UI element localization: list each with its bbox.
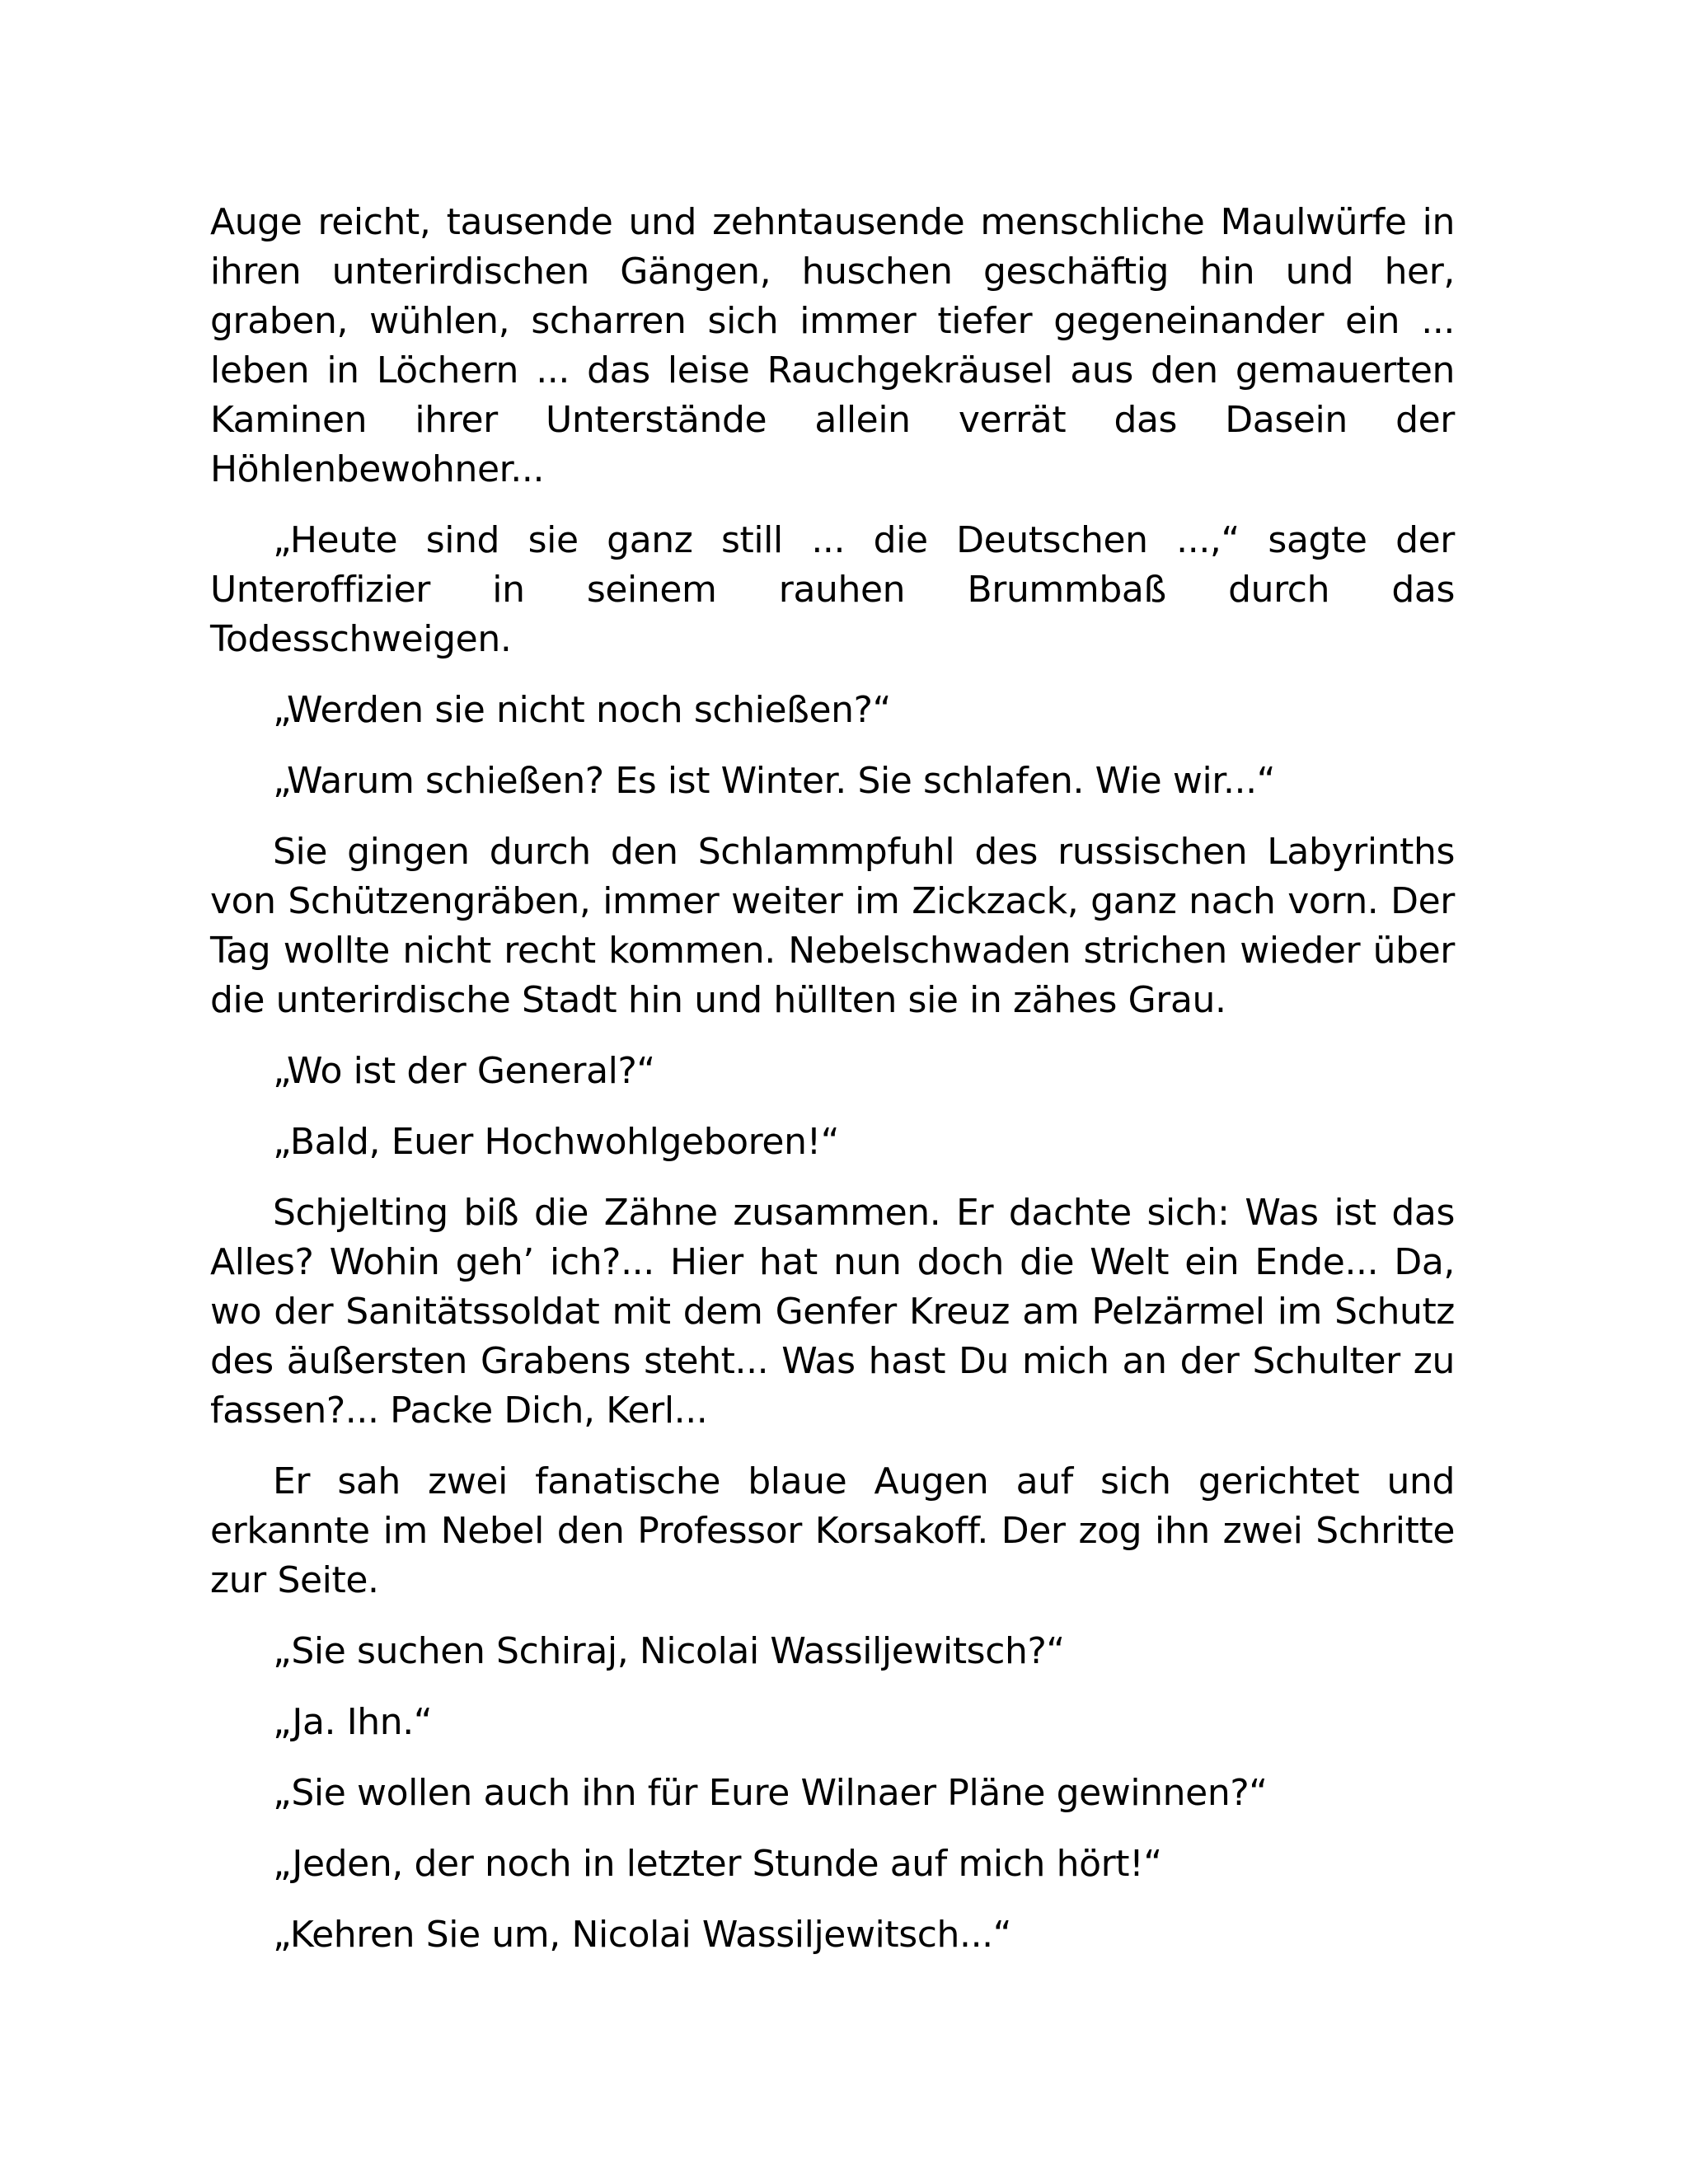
paragraph-8: Schjelting biß die Zähne zusammen. Er dachte sich: Was ist das Alles? Wohin geh’ ich?... Hier hat nun doch die Welt ein Ende... Da, wo der Sanitätssoldat mit dem Genfer Kreuz am Pelzärmel im Schutz des äußersten Grabens steht... Was hast Du mich an der Schulter zu fassen?... Packe Dich, Kerl... bbox=[210, 1192, 1455, 1432]
paragraph-2: „Heute sind sie ganz still ... die Deutschen ...,“ sagte der Unteroffizier in seinem rauhen Brummbaß durch das Todesschweigen. bbox=[210, 519, 1455, 660]
paragraph-10: „Sie suchen Schiraj, Nicolai Wassiljewitsch?“ bbox=[273, 1630, 1065, 1672]
paragraph-9: Er sah zwei fanatische blaue Augen auf sich gerichtet und erkannte im Nebel den Professor Korsakoff. Der zog ihn zwei Schritte zur Seite. bbox=[210, 1460, 1455, 1601]
page-body bbox=[210, 198, 1455, 1981]
paragraph-13: „Jeden, der noch in letzter Stunde auf mich hört!“ bbox=[273, 1843, 1162, 1885]
paragraph-3: „Werden sie nicht noch schießen?“ bbox=[273, 689, 891, 731]
paragraph-4: „Warum schießen? Es ist Winter. Sie schlafen. Wie wir...“ bbox=[273, 760, 1276, 802]
paragraph-11: „Ja. Ihn.“ bbox=[273, 1701, 433, 1743]
paragraph-14: „Kehren Sie um, Nicolai Wassiljewitsch...“ bbox=[273, 1914, 1012, 1956]
paragraph-1: Auge reicht, tausende und zehntausende menschliche Maulwürfe in ihren unterirdischen Gängen, huschen geschäftig hin und her, graben, wühlen, scharren sich immer tiefer gegeneinander ein ... leben in Löchern ... das leise Rauchgekräusel aus den gemauerten Kaminen ihrer Unterstände allein verrät das Dasein der Höhlenbewohner... bbox=[210, 201, 1455, 490]
paragraph-7: „Bald, Euer Hochwohlgeboren!“ bbox=[273, 1121, 840, 1163]
paragraph-6: „Wo ist der General?“ bbox=[273, 1050, 655, 1092]
paragraph-5: Sie gingen durch den Schlammpfuhl des russischen Labyrinths von Schützengräben, immer weiter im Zickzack, ganz nach vorn. Der Tag wollte nicht recht kommen. Nebelschwaden strichen wieder über die unterirdische Stadt hin und hüllten sie in zähes Grau. bbox=[210, 831, 1455, 1021]
paragraph-12: „Sie wollen auch ihn für Eure Wilnaer Pläne gewinnen?“ bbox=[273, 1772, 1268, 1814]
